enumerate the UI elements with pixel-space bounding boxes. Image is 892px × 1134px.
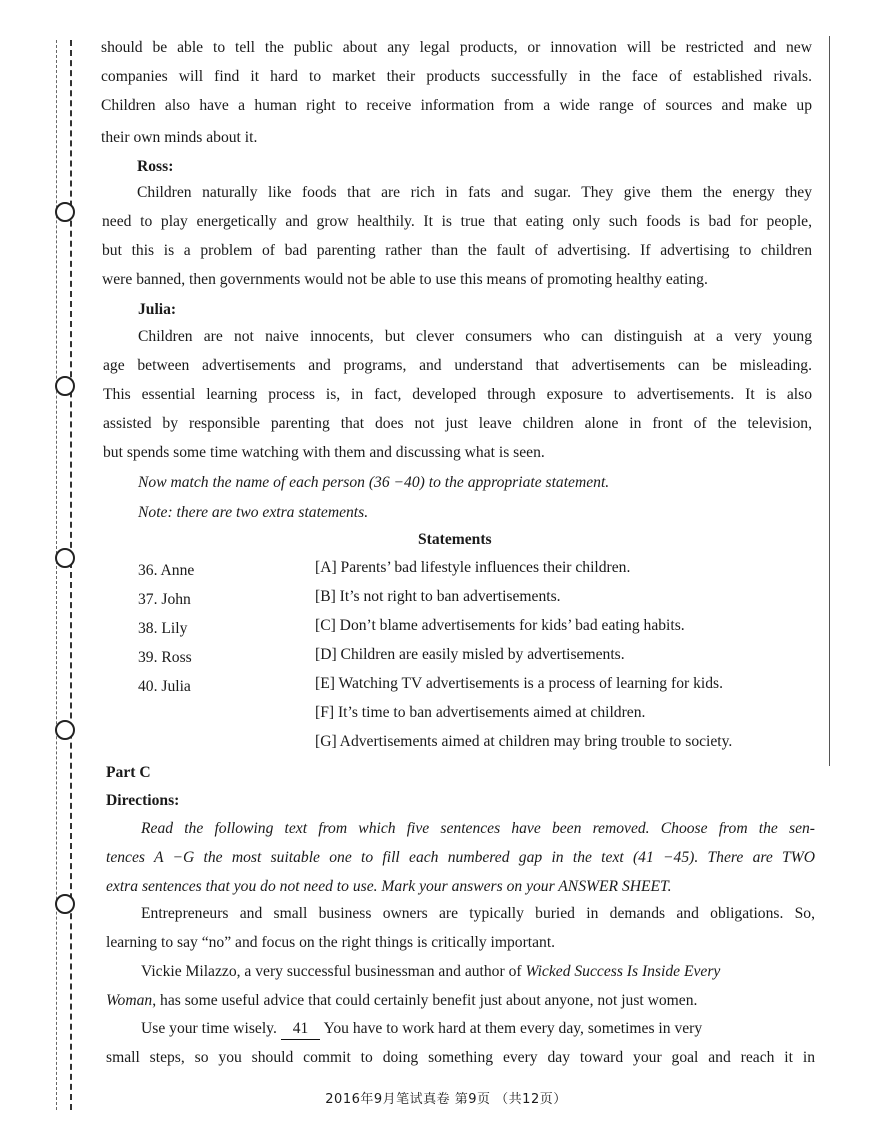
directions-label: Directions: — [106, 792, 180, 809]
page-footer: 2016年9月笔试真卷 第9页 （共12页） — [325, 1092, 567, 1107]
paragraph-text: Use your time wisely. — [141, 1020, 277, 1037]
statement-item: [E] Watching TV advertisements is a process of learning for kids. — [315, 675, 723, 692]
statement-item: [G] Advertisements aimed at children may bring trouble to society. — [315, 733, 733, 750]
part-c-title: Part C — [106, 764, 151, 781]
match-instruction: Now match the name of each person (36 −40) to the appropriate statement. — [138, 474, 610, 491]
speaker-name-ross: Ross: — [137, 158, 174, 175]
note-instruction: Note: there are two extra statements. — [138, 504, 369, 521]
paragraph-line: need to play energetically and grow healthily. It is true that eating only such foods is bad for people, — [102, 213, 812, 230]
paragraph-line: Children naturally like foods that are rich in fats and sugar. They give them the energy they — [137, 184, 812, 201]
paragraph-line: but this is a problem of bad parenting rather than the fault of advertising. If advertising to children — [102, 242, 812, 259]
person-item: 38. Lily — [138, 620, 188, 637]
person-item: 37. John — [138, 591, 191, 608]
right-margin-rule — [829, 36, 830, 766]
statement-item: [F] It’s time to ban advertisements aimed at children. — [315, 704, 646, 721]
paragraph-line: learning to say “no” and focus on the right things is critically important. — [106, 934, 556, 951]
paragraph-text: , has some useful advice that could certainly benefit just about anyone, not just women. — [152, 992, 698, 1009]
paragraph-text: Vickie Milazzo, a very successful businessman and author of — [141, 963, 526, 980]
person-item: 40. Julia — [138, 678, 191, 695]
paragraph-line: their own minds about it. — [101, 129, 258, 146]
binding-hole-icon — [55, 202, 75, 222]
paragraph-line: companies will find it hard to market their products successfully in the face of established rivals. — [101, 68, 812, 85]
paragraph-line: were banned, then governments would not be able to use this means of promoting healthy eating. — [102, 271, 708, 288]
gap-41-blank: 41 — [281, 1019, 321, 1040]
paragraph-line — [106, 991, 697, 1011]
speaker-name-julia: Julia: — [138, 301, 177, 318]
statement-item: [A] Parents’ bad lifestyle influences their children. — [315, 559, 631, 576]
binding-hole-icon — [55, 548, 75, 568]
paragraph-line: Children also have a human right to receive information from a wide range of sources and make up — [101, 97, 812, 114]
binding-dashed-line — [70, 40, 72, 1110]
statement-item: [D] Children are easily misled by advertisements. — [315, 646, 625, 663]
directions-line: Read the following text from which five sentences have been removed. Choose from the sen- — [141, 820, 815, 837]
person-item: 36. Anne — [138, 562, 195, 579]
binding-hole-icon — [55, 376, 75, 396]
paragraph-line: Entrepreneurs and small business owners are typically buried in demands and obligations. So, — [141, 905, 815, 922]
paragraph-line — [141, 1019, 702, 1040]
paragraph-line: assisted by responsible parenting that does not just leave children alone in front of the television, — [103, 415, 812, 432]
binding-hole-icon — [55, 720, 75, 740]
book-title: Wicked Success Is Inside Every — [525, 963, 721, 980]
directions-line: extra sentences that you do not need to use. Mark your answers on your ANSWER SHEET. — [106, 878, 672, 895]
statement-item: [C] Don’t blame advertisements for kids’ bad eating habits. — [315, 617, 685, 634]
paragraph-line: should be able to tell the public about any legal products, or innovation will be restricted and new — [101, 39, 812, 56]
paragraph-line: This essential learning process is, in fact, developed through exposure to advertisements. It is also — [103, 386, 812, 403]
book-title: Woman — [106, 992, 153, 1009]
binding-dashed-line-outer — [56, 40, 57, 1110]
paragraph-text: You have to work hard at them every day, sometimes in very — [323, 1020, 703, 1037]
paragraph-line: Children are not naive innocents, but clever consumers who can distinguish at a very young — [138, 328, 812, 345]
statements-heading: Statements — [418, 531, 492, 548]
binding-hole-icon — [55, 894, 75, 914]
person-item: 39. Ross — [138, 649, 192, 666]
paragraph-line: age between advertisements and programs, and understand that advertisements can be misleading. — [103, 357, 812, 374]
paragraph-line: but spends some time watching with them and discussing what is seen. — [103, 444, 545, 461]
paragraph-line: small steps, so you should commit to doing something every day toward your goal and reach it in — [106, 1049, 815, 1066]
statement-item: [B] It’s not right to ban advertisements. — [315, 588, 561, 605]
directions-line: tences A −G the most suitable one to fill each numbered gap in the text (41 −45). There are TWO — [106, 849, 815, 866]
paragraph-line — [141, 962, 815, 982]
